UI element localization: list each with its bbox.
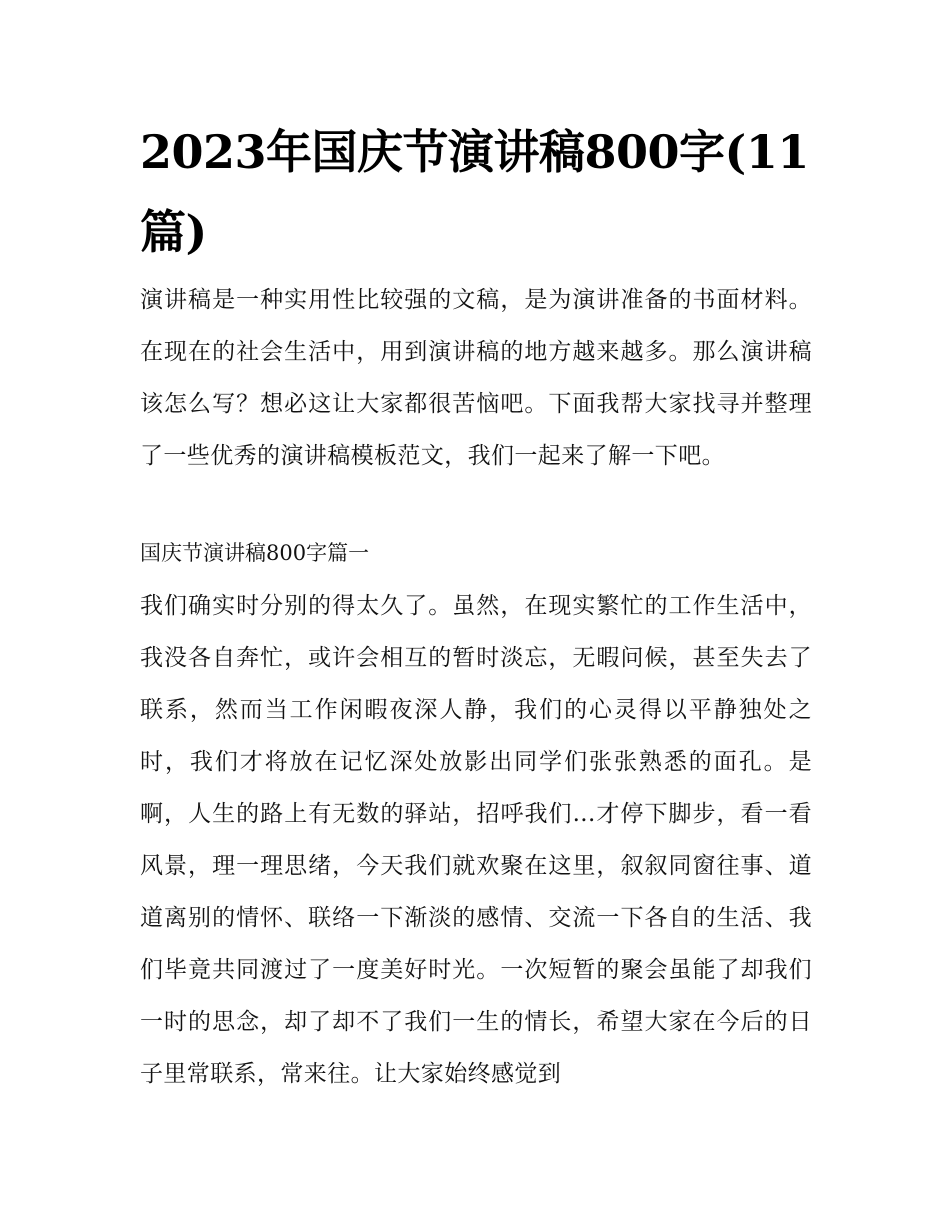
document-title: 2023年国庆节演讲稿800字(11篇) bbox=[140, 125, 809, 259]
intro-paragraph: 演讲稿是一种实用性比较强的文稿，是为演讲准备的书面材料。在现在的社会生活中，用到演讲稿的地方越来越多。那么演讲稿该怎么写？想必这让大家都很苦恼吧。下面我帮大家找寻并整理了一些优秀的演讲稿模板范文，我们一起来了解一下吧。 bbox=[140, 287, 812, 469]
section-body-paragraph: 我们确实时分别的得太久了。虽然，在现实繁忙的工作生活中，我没各自奔忙，或许会相互的暂时淡忘，无暇问候，甚至失去了联系，然而当工作闲暇夜深人静，我们的心灵得以平静独处之时，我们才将放在记忆深处放影出同学们张张熟悉的面孔。是啊，人生的路上有无数的驿站，招呼我们...才停下脚步，看一看风景，理一理思绪，今天我们就欢聚在这里，叙叙同窗往事、道道离别的情怀、联络一下渐淡的感情、交流一下各自的生活、我们毕竟共同渡过了一度美好时光。一次短暂的聚会虽能了却我们一时的思念，却了却不了我们一生的情长，希望大家在今后的日子里常联系，常来往。让大家始终感觉到 bbox=[140, 593, 812, 1087]
section-heading: 国庆节演讲稿800字篇一 bbox=[140, 541, 370, 565]
